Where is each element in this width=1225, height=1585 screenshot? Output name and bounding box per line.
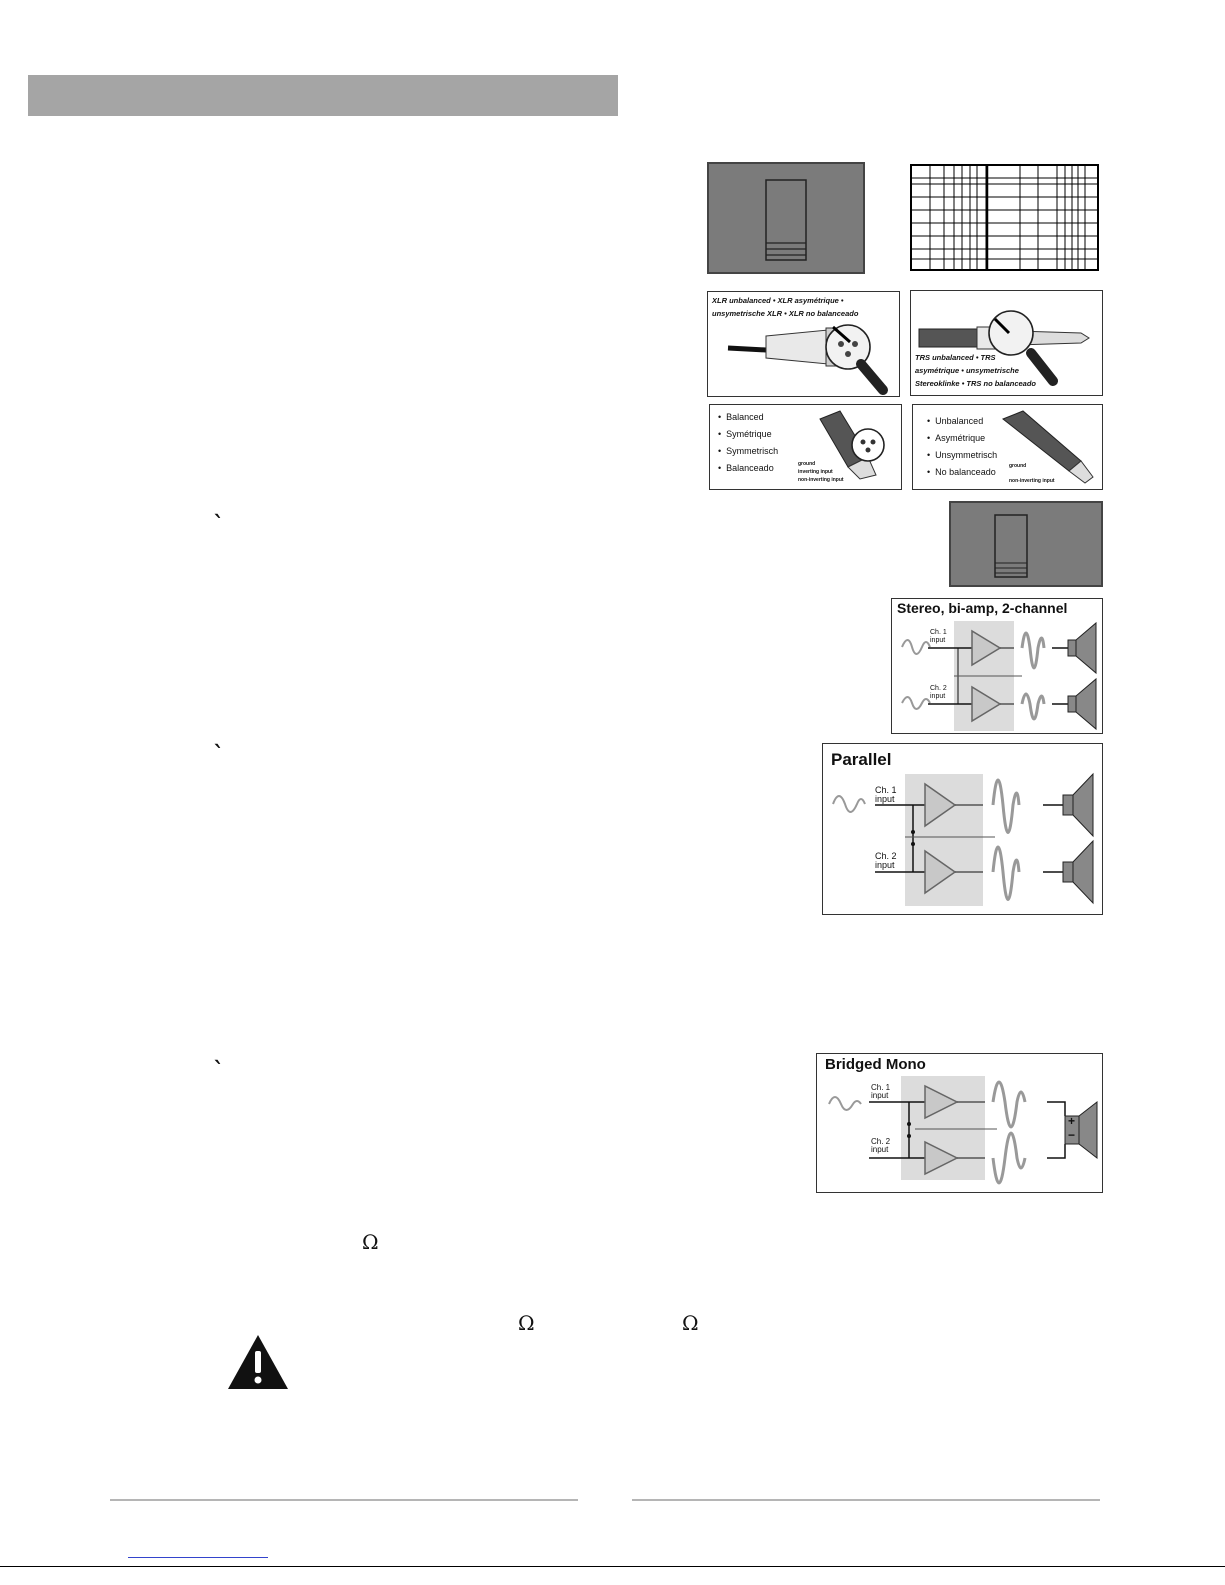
- ohm-symbol: Ω: [362, 1230, 379, 1254]
- footer-rule-right: [632, 1499, 1100, 1501]
- switch-panel-image: [707, 162, 865, 274]
- ground-label: ground: [798, 461, 816, 467]
- bottom-border: [0, 1566, 1225, 1567]
- diagram-title: Parallel: [831, 750, 892, 769]
- list-item: • Balanceado: [718, 463, 774, 473]
- plus-label: +: [1068, 1114, 1076, 1128]
- stereo-diagram: [891, 598, 1103, 734]
- ground-label: ground: [1009, 463, 1027, 469]
- trs-caption-line2: asymétrique • unsymetrische: [915, 366, 1019, 375]
- unbalanced-connector-panel: [912, 404, 1103, 490]
- diagram-title: Stereo, bi-amp, 2-channel: [897, 600, 1068, 616]
- balanced-connector-panel: [709, 404, 902, 490]
- list-item: • Unsymmetrisch: [927, 450, 998, 460]
- trs-caption-line3: Stereoklinke • TRS no balanceado: [915, 379, 1036, 388]
- xlr-connector-icon: [708, 292, 900, 397]
- stereo-schematic: [892, 599, 1103, 734]
- unbalanced-plug-icon: [913, 405, 1103, 490]
- ch2-label: Ch. 2 input: [930, 685, 947, 700]
- warning-icon: [226, 1333, 290, 1396]
- list-item: • Asymétrique: [927, 433, 986, 443]
- grid-graphic: [910, 164, 1100, 272]
- accent-mark: ˋ: [213, 742, 224, 768]
- parallel-diagram: [822, 743, 1103, 915]
- ohm-symbol: Ω: [518, 1311, 535, 1335]
- bridged-mono-diagram: [816, 1053, 1103, 1193]
- grid-table-image: [910, 164, 1100, 272]
- switch-panel-small: [949, 501, 1103, 587]
- diagram-title: Bridged Mono: [825, 1056, 926, 1073]
- inverting-label: inverting input: [798, 469, 833, 475]
- minus-label: −: [1068, 1128, 1076, 1142]
- list-item: • Symmetrisch: [718, 446, 779, 456]
- accent-mark: ˋ: [213, 512, 224, 538]
- ch2-label: Ch. 2 input: [871, 1137, 891, 1154]
- switch-graphic: [951, 503, 1101, 585]
- xlr-caption: XLR unbalanced • XLR asymétrique • unsymetrische XLR • XLR no balanceado: [712, 296, 859, 318]
- accent-mark: ˋ: [213, 1058, 224, 1084]
- list-item: • Unbalanced: [927, 416, 984, 426]
- ohm-symbol: Ω: [682, 1311, 699, 1335]
- parallel-schematic: [823, 744, 1103, 915]
- bridged-schematic: [817, 1054, 1103, 1193]
- list-item: • Symétrique: [718, 429, 772, 439]
- ch1-label: Ch. 1 input: [875, 785, 897, 804]
- trs-caption-line1: TRS unbalanced • TRS: [915, 353, 996, 362]
- ch2-label: Ch. 2 input: [875, 851, 897, 870]
- ch1-label: Ch. 1 input: [871, 1083, 891, 1100]
- footer-rule-left: [110, 1499, 578, 1501]
- list-item: • Balanced: [718, 412, 764, 422]
- trs-unbalanced-panel: [910, 290, 1103, 396]
- link-underline: [128, 1557, 268, 1558]
- ch1-label: Ch. 1 input: [930, 629, 947, 644]
- non-inverting-label: non-inverting input: [1009, 478, 1055, 484]
- switch-graphic: [709, 164, 863, 272]
- list-item: • No balanceado: [927, 467, 996, 477]
- section-header-bar: [28, 75, 618, 116]
- non-inverting-label: non-inverting input: [798, 477, 844, 483]
- xlr-unbalanced-panel: [707, 291, 900, 397]
